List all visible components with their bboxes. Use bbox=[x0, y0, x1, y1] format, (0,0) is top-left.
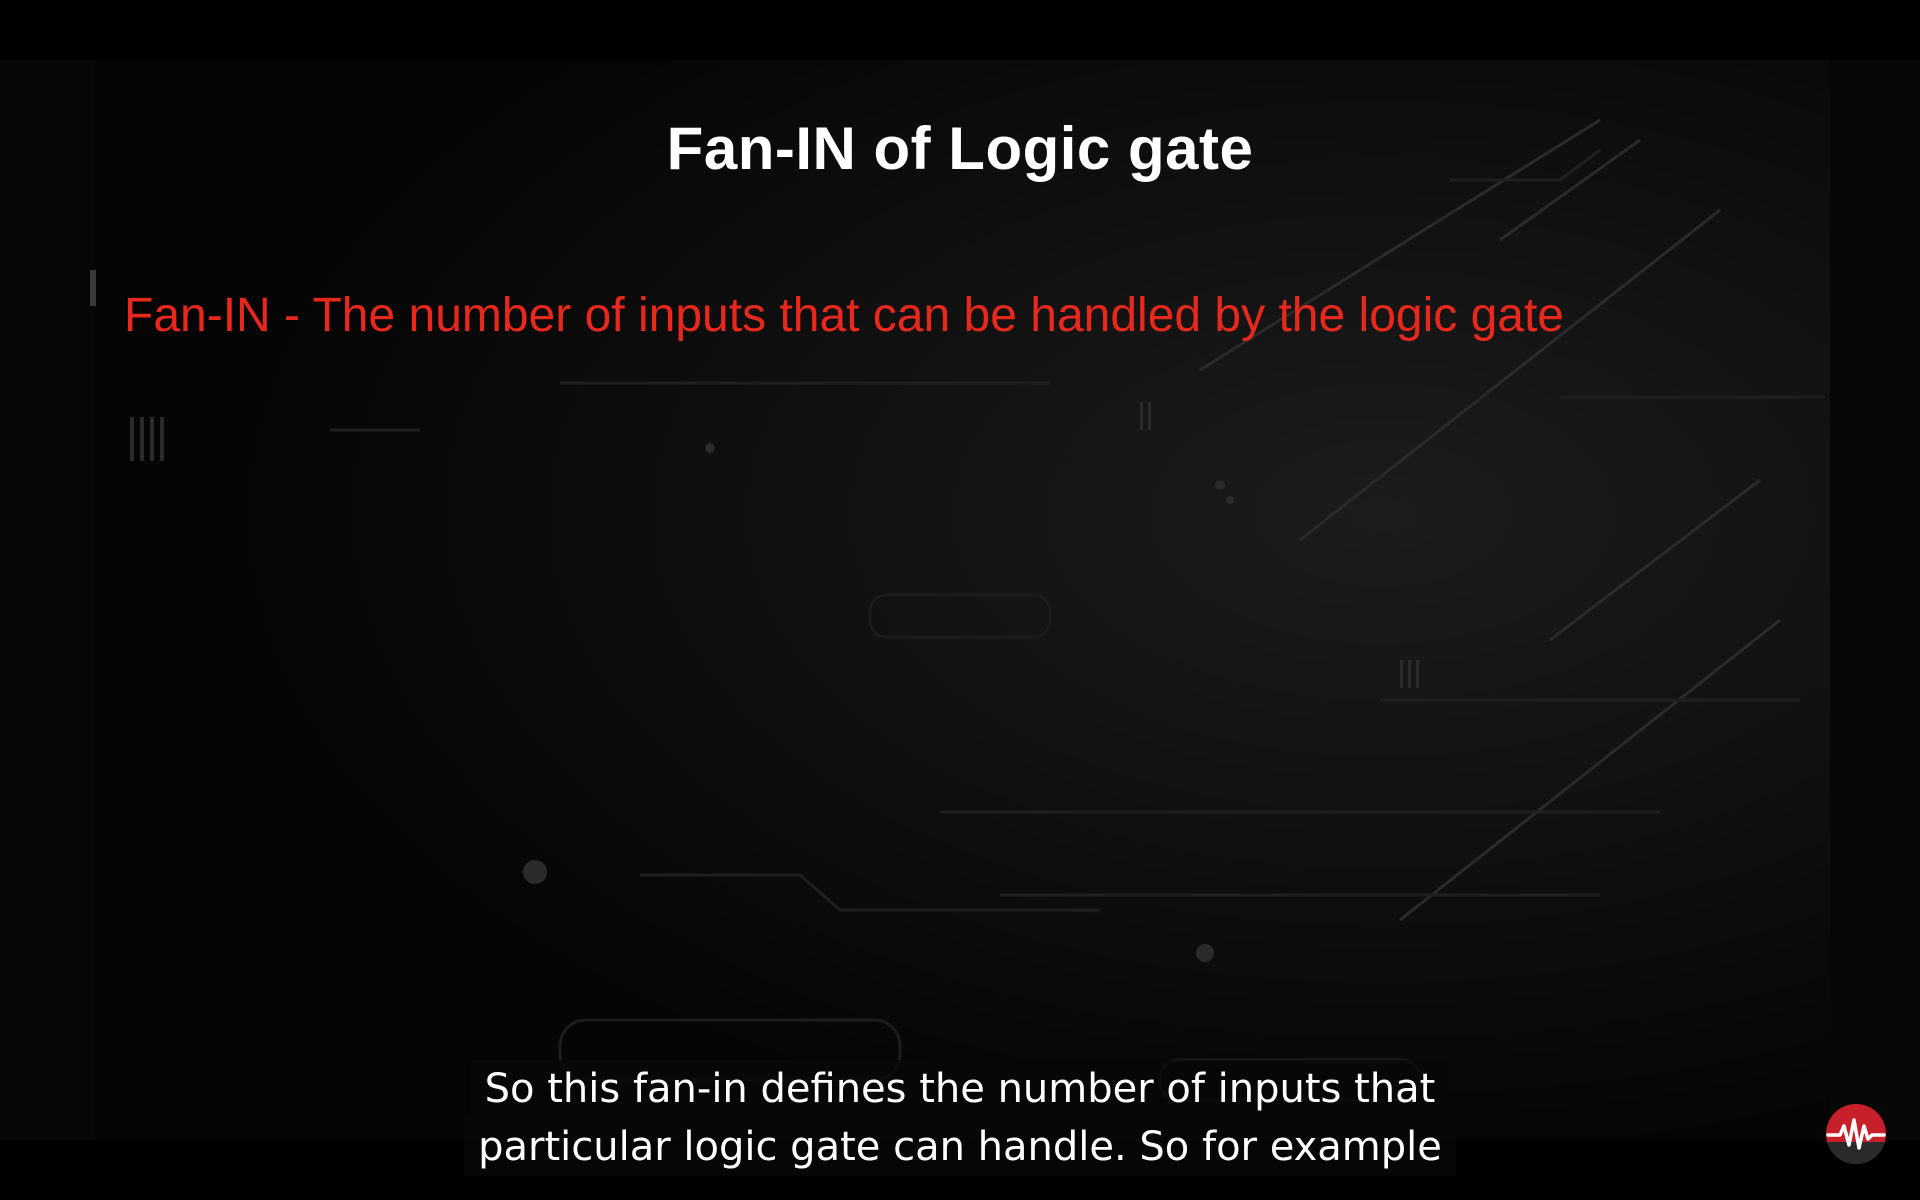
waveform-icon bbox=[1826, 1104, 1886, 1164]
slide-definition: Fan-IN - The number of inputs that can be handled by the logic gate bbox=[124, 289, 1564, 342]
closed-captions bbox=[0, 1060, 1920, 1176]
video-frame[interactable] bbox=[0, 60, 1920, 1140]
circuit-background bbox=[0, 60, 1920, 1140]
waveform-logo-icon[interactable] bbox=[1826, 1104, 1886, 1164]
caption-line-1: So this fan-in defines the number of inputs that bbox=[471, 1060, 1450, 1118]
caption-line-2: particular logic gate can handle. So for example bbox=[464, 1118, 1456, 1176]
slide-title: Fan-IN of Logic gate bbox=[666, 115, 1254, 182]
